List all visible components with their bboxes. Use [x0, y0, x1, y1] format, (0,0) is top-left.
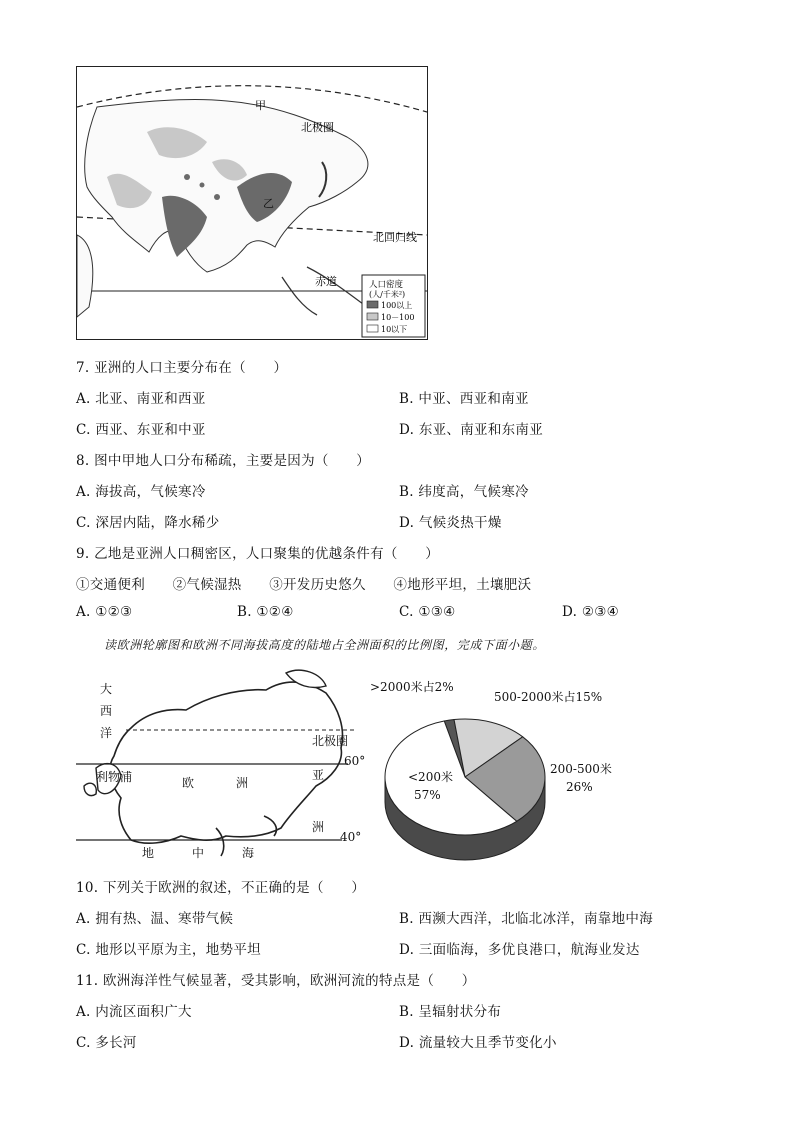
- question-9-option-d[interactable]: D. ②③④: [562, 604, 620, 620]
- slice-label-500-2000: 500-2000米占15%: [494, 690, 603, 704]
- question-10-option-d[interactable]: D. 三面临海，多优良港口，航海业发达: [399, 942, 640, 958]
- legend-item-medium: 10－100: [381, 313, 415, 322]
- question-8-option-a[interactable]: A. 海拔高，气候寒冷: [76, 484, 206, 500]
- dot: [214, 194, 220, 200]
- question-9-stem: 9. 乙地是亚洲人口稠密区，人口聚集的优越条件有（ ）: [76, 546, 440, 562]
- atlantic-label-2: 西: [100, 704, 113, 718]
- arctic-circle-label: 北极圈: [301, 121, 334, 134]
- altitude-pie-chart: [370, 672, 630, 862]
- legend-title: 人口密度: [369, 280, 404, 290]
- question-9-option-c[interactable]: C. ①③④: [399, 604, 456, 620]
- lat-60-label: 60°: [344, 754, 366, 768]
- question-8-option-d[interactable]: D. 气候炎热干燥: [399, 515, 502, 531]
- question-11-option-d[interactable]: D. 流量较大且季节变化小: [399, 1035, 557, 1051]
- liverpool-label: 利物浦: [96, 770, 133, 784]
- slice-label-below-200-name: <200米: [408, 770, 453, 784]
- slice-label-200-500-pct: 26%: [566, 780, 593, 794]
- question-9-option-b[interactable]: B. ①②④: [237, 604, 294, 620]
- legend-swatch-low: [367, 325, 378, 332]
- question-10-option-a[interactable]: A. 拥有热、温、寒带气候: [76, 911, 234, 927]
- europe-landmass: [110, 682, 342, 843]
- question-11-option-c[interactable]: C. 多长河: [76, 1035, 137, 1051]
- europe-outline-map: [76, 668, 376, 862]
- jia-label: 甲: [255, 99, 266, 112]
- dot: [184, 174, 190, 180]
- europe-label-zhou: 洲: [236, 776, 249, 790]
- med-label-zhong: 中: [192, 846, 205, 860]
- legend-item-high: 100以上: [381, 301, 413, 310]
- med-label-hai: 海: [242, 846, 255, 860]
- asia-map-svg: [77, 67, 427, 339]
- asia-label-zhou: 洲: [312, 820, 325, 834]
- ireland: [84, 783, 96, 795]
- question-7-stem: 7. 亚洲的人口主要分布在（ ）: [76, 360, 288, 376]
- atlantic-label-3: 洋: [100, 726, 113, 740]
- legend-unit: (人/千米²): [369, 290, 406, 299]
- question-8-option-b[interactable]: B. 纬度高，气候寒冷: [399, 484, 529, 500]
- question-9-option-a[interactable]: A. ①②③: [76, 604, 133, 620]
- europe-label-ou: 欧: [182, 776, 195, 790]
- tropic-label: 北回归线: [373, 231, 417, 244]
- map-legend: [362, 275, 425, 337]
- question-11-option-b[interactable]: B. 呈辐射状分布: [399, 1004, 502, 1020]
- lat-40-label: 40°: [340, 830, 362, 844]
- africa-coast: [77, 235, 93, 317]
- slice-label-200-500-name: 200-500米: [550, 762, 612, 776]
- reading-instruction: 读欧洲轮廓图和欧洲不同海拔高度的陆地占全洲面积的比例图，完成下面小题。: [104, 638, 546, 652]
- atlantic-label-1: 大: [100, 682, 113, 696]
- question-7-option-d[interactable]: D. 东亚、南亚和东南亚: [399, 422, 544, 438]
- question-8-option-c[interactable]: C. 深居内陆，降水稀少: [76, 515, 220, 531]
- question-7-option-c[interactable]: C. 西亚、东亚和中亚: [76, 422, 206, 438]
- question-10-option-c[interactable]: C. 地形以平原为主，地势平坦: [76, 942, 261, 958]
- europe-map-svg: [76, 668, 376, 862]
- europe-arctic-label: 北极圈: [312, 734, 349, 748]
- med-label-di: 地: [142, 846, 155, 860]
- slice-label-below-200-pct: 57%: [414, 788, 441, 802]
- slice-label-above-2000: >2000米占2%: [370, 680, 454, 694]
- asia-label-ya: 亚: [312, 768, 325, 782]
- question-9-conditions: ①交通便利 ②气候湿热 ③开发历史悠久 ④地形平坦，土壤肥沃: [76, 577, 532, 593]
- legend-item-low: 10以下: [381, 325, 408, 334]
- question-7-option-a[interactable]: A. 北亚、南亚和西亚: [76, 391, 206, 407]
- question-11-stem: 11. 欧洲海洋性气候显著，受其影响，欧洲河流的特点是（ ）: [76, 973, 476, 989]
- question-8-stem: 8. 图中甲地人口分布稀疏，主要是因为（ ）: [76, 453, 371, 469]
- dot: [200, 183, 205, 188]
- question-10-option-b[interactable]: B. 西濒大西洋，北临北冰洋，南靠地中海: [399, 911, 654, 927]
- legend-swatch-medium: [367, 313, 378, 320]
- legend-swatch-high: [367, 301, 378, 308]
- asia-population-map: [76, 66, 428, 340]
- yi-label: 乙: [263, 197, 274, 210]
- question-7-option-b[interactable]: B. 中亚、西亚和南亚: [399, 391, 529, 407]
- equator-label: 赤道: [315, 275, 337, 288]
- question-10-stem: 10. 下列关于欧洲的叙述，不正确的是（ ）: [76, 880, 366, 896]
- question-11-option-a[interactable]: A. 内流区面积广大: [76, 1004, 192, 1020]
